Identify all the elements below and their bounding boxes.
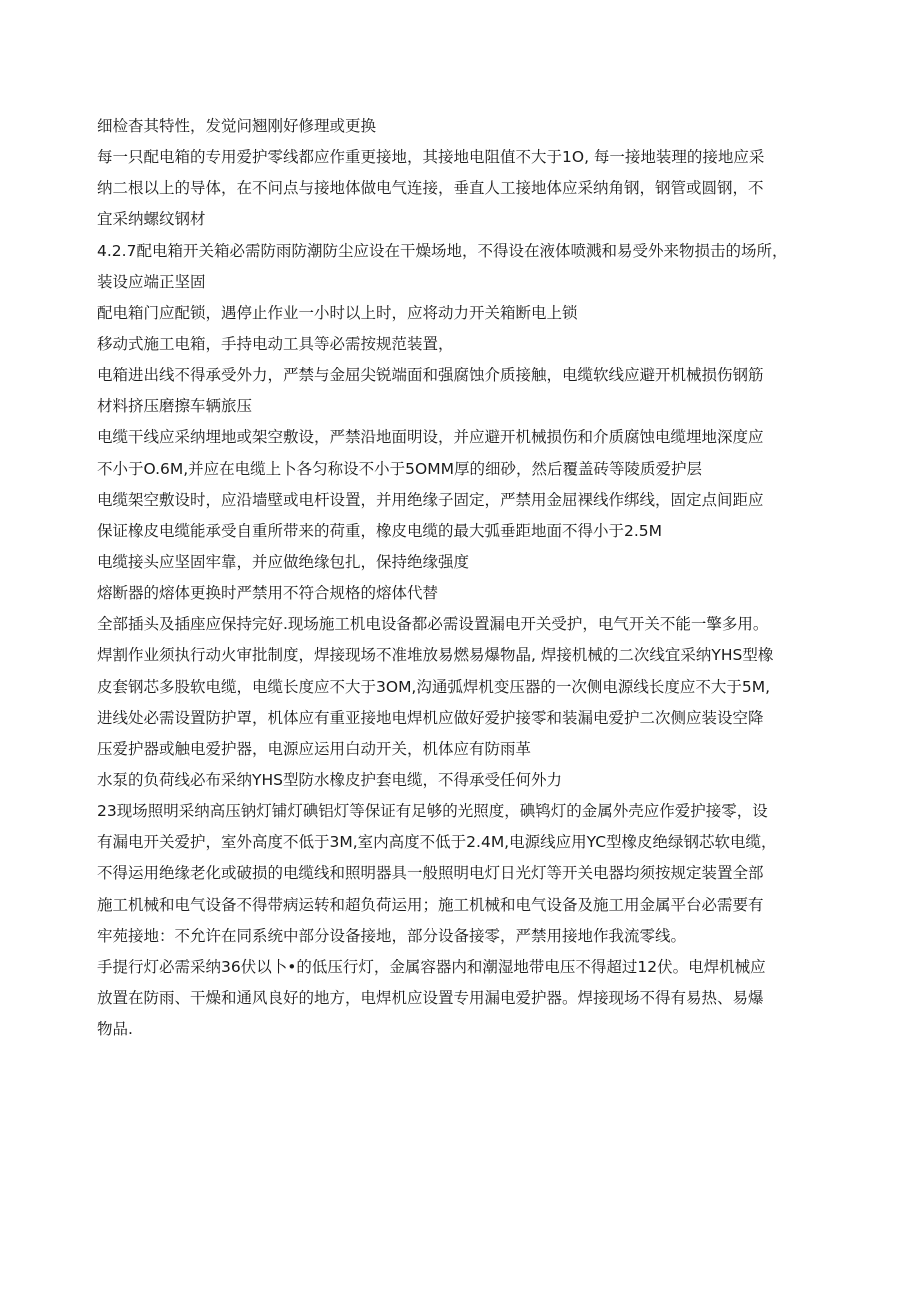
text-line: 纳二根以上的导体，在不问点与接地体做电气连接，垂直人工接地体应采纳角钢，钢管或圆钢，不	[97, 179, 764, 198]
text-line: 电缆接头应坚固牢靠，并应做绝缘包扎，保持绝缘强度	[97, 552, 470, 571]
text-line: 电缆干线应采纳埋地或架空敷设，严禁沿地面明设，并应避开机械损伤和介质腐蚀电缆埋地深度应	[97, 428, 764, 447]
text-line: 牢苑接地：不允许在同系统中部分设备接地，部分设备接零，严禁用接地作我流零线。	[97, 926, 687, 945]
text-line: 手提行灯必需采纳36伏以卜•的低压行灯，金属容器内和潮湿地带电压不得超过12伏。电焊机械应	[97, 957, 766, 976]
text-line: 宜采纳螺纹钢材	[97, 210, 206, 229]
text-line: 配电箱门应配锁，遇停止作业一小时以上时，应将动力开关箱断电上锁	[97, 303, 578, 322]
text-line: 放置在防雨、干燥和通风良好的地方，电焊机应设置专用漏电爱护器。焊接现场不得有易热、易爆	[97, 988, 764, 1007]
text-line: 细检杳其特性，发觉问翘刚好修理或更换	[97, 117, 377, 135]
text-line: 材料挤压磨擦车辆旅压	[97, 397, 253, 416]
text-line: 不小于O.6M,并应在电缆上卜各匀称设不小于5OMM厚的细砂，然后覆盖砖等陵质爱护层	[97, 459, 702, 478]
text-line: 施工机械和电气设备不得带病运转和超负荷运用；施工机械和电气设备及施工用金属平台必需要有	[97, 895, 764, 914]
text-line: 熔断器的熔体更换时严禁用不符合规格的熔体代替	[97, 584, 439, 603]
document-body	[97, 111, 837, 1045]
text-line: 4.2.7配电箱开关箱必需防雨防潮防尘应设在干燥场地，不得设在液体喷溅和易受外来物损击的场所，	[97, 241, 788, 260]
text-line: 全部插头及插座应保持完好.现场施工机电设备都必需设置漏电开关受护，电气开关不能一擎多用。	[97, 615, 769, 634]
text-line: 移动式施工电箱，手持电动工具等必需按规范装置，	[97, 334, 454, 353]
text-line: 压爱护器或触电爱护器，电源应运用白动开关，机体应有防雨革	[97, 739, 532, 758]
text-line: 进线处必需设置防护罩，机体应有重亚接地电焊机应做好爱护接零和装漏电爱护二次侧应装设空降	[97, 708, 764, 727]
text-line: 有漏电开关爱护，室外高度不低于3M,室内高度不低于2.4M,电源线应用YC型橡皮绝绿钢芯软电缆，	[97, 833, 777, 852]
text-line: 水泵的负荷线必布采纳YHS型防水橡皮护套电缆，不得承受任何外力	[97, 770, 562, 789]
text-line: 每一只配电箱的专用爱护零线都应作重更接地，其接地电阻值不大于1O, 每一接地装理的接地应采	[97, 148, 765, 167]
text-line: 焊割作业须执行动火审批制度，焊接现场不准堆放易燃易爆物晶, 焊接机械的二次线宜采纳YHS型橡	[97, 646, 774, 665]
text-line: 装设应端正坚固	[97, 272, 206, 291]
text-line: 23现场照明采纳高压钠灯铺灯碘铝灯等保证有足够的光照度，碘鸨灯的金属外壳应作爱护接零，设	[97, 802, 768, 821]
text-line: 皮套钢芯多股软电缆，电缆长度应不大于3OM,沟通弧焊机变压器的一次侧电源线长度应不大于5M,	[97, 677, 771, 696]
text-line: 电箱进出线不得承受外力，严禁与金屈尖锐端面和强腐蚀介质接触，电缆软线应避开机械损伤钢筋	[97, 366, 764, 385]
text-line: 保证橡皮电缆能承受自重所带来的荷重，橡皮电缆的最大弧垂距地面不得小于2.5M	[97, 521, 663, 540]
text-line: 不得运用绝缘老化或破损的电缆线和照明器具一般照明电灯日光灯等开关电器均须按规定装置全部	[97, 864, 764, 883]
text-line: 电缆架空敷设时，应沿墙壁或电杆设置，并用绝缘子固定，严禁用金屈裸线作绑线，固定点间距应	[97, 490, 764, 509]
text-line: 物品.	[97, 1020, 133, 1039]
